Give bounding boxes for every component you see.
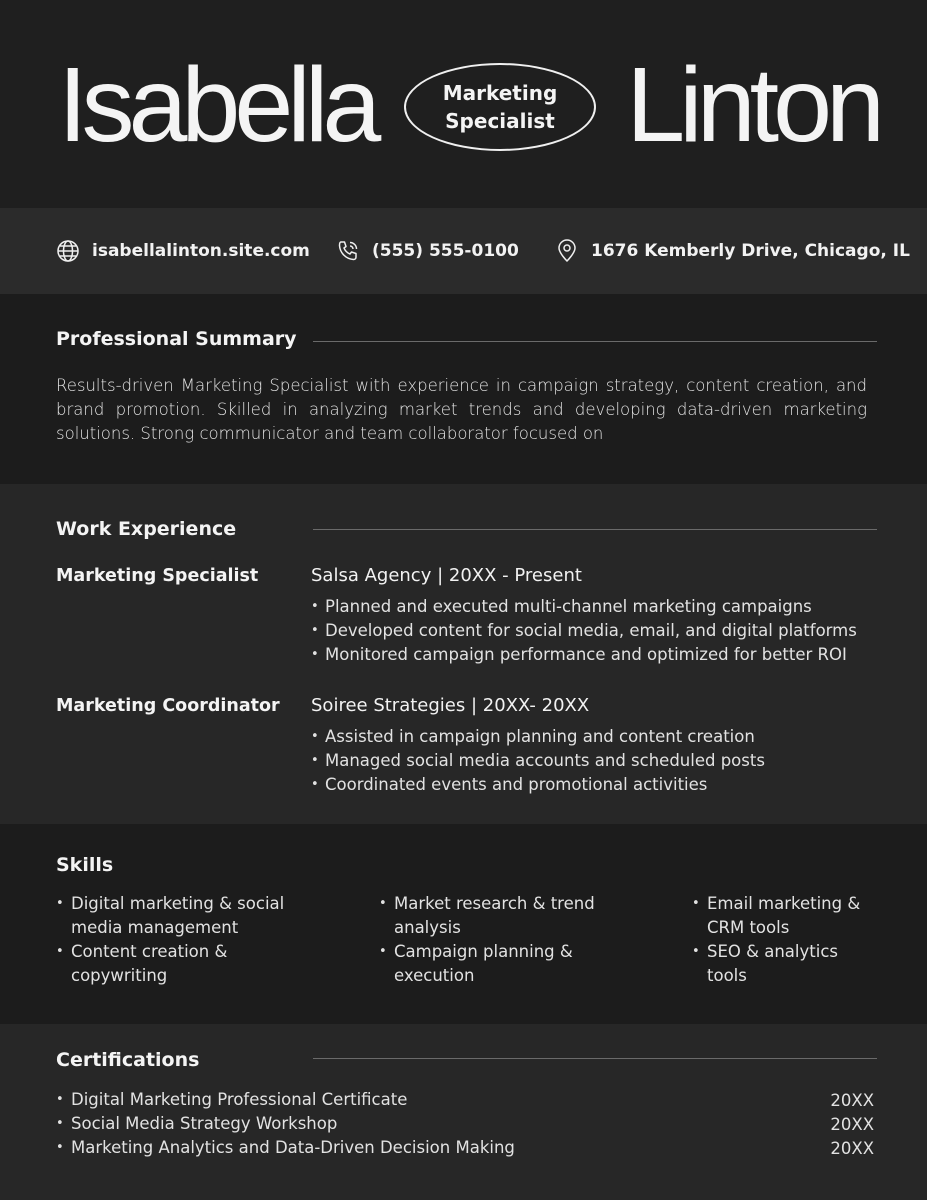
certification-year: 20XX: [830, 1091, 874, 1110]
list-item: • Developed content for social media, email, and digital platforms: [311, 619, 857, 643]
section-title-work: Work Experience: [56, 518, 237, 540]
job-company: Salsa Agency | 20XX - Present: [311, 565, 582, 586]
list-item: • Assisted in campaign planning and content creation: [311, 725, 765, 749]
location-pin-icon: [555, 239, 579, 263]
skills-column: [379, 892, 599, 988]
job-bullets: [311, 725, 765, 797]
job-role: Marketing Coordinator: [56, 696, 280, 716]
certification-item: [56, 1088, 876, 1112]
skill-item: • Content creation & copywriting: [56, 940, 291, 988]
phone-text: (555) 555-0100: [372, 241, 519, 261]
contact-phone[interactable]: [336, 208, 519, 294]
summary-text: Results-driven Marketing Specialist with experience in campaign strategy, content creation, and brand promotion. Skilled in analyzing market trends and developing data-driven marketing solutions. Strong communicator and team collaborator focused on: [56, 376, 867, 443]
skills-column: [692, 892, 877, 988]
job-title-badge: [404, 63, 596, 151]
section-title-certifications: Certifications: [56, 1049, 200, 1071]
certification-name: Social Media Strategy Workshop: [71, 1114, 338, 1133]
certification-item: [56, 1136, 876, 1160]
first-name: Isabella: [58, 46, 376, 164]
certification-name: Digital Marketing Professional Certificate: [71, 1090, 408, 1109]
last-name: Linton: [626, 46, 879, 164]
contact-address: [555, 208, 910, 294]
list-item: • Monitored campaign performance and optimized for better ROI: [311, 643, 857, 667]
work-experience-section: [0, 484, 927, 824]
skills-column: [56, 892, 291, 988]
skill-item: • Campaign planning & execution: [379, 940, 599, 988]
skill-item: • Digital marketing & social media management: [56, 892, 291, 940]
section-title-summary: Professional Summary: [56, 328, 297, 350]
address-text: 1676 Kemberly Drive, Chicago, IL: [591, 241, 910, 261]
list-item: • Coordinated events and promotional activities: [311, 773, 765, 797]
phone-icon: [336, 239, 360, 263]
certification-year: 20XX: [830, 1115, 874, 1134]
certification-year: 20XX: [830, 1139, 874, 1158]
list-item: • Planned and executed multi-channel marketing campaigns: [311, 595, 857, 619]
job-title-line2: Specialist: [445, 109, 555, 133]
job-company: Soiree Strategies | 20XX- 20XX: [311, 695, 590, 716]
skills-section: [0, 824, 927, 1024]
contact-bar: [0, 208, 927, 294]
certifications-list: [56, 1088, 876, 1160]
section-divider: [313, 529, 877, 530]
certification-item: [56, 1112, 876, 1136]
summary-section: [0, 294, 927, 484]
job-bullets: [311, 595, 857, 667]
section-divider: [313, 1058, 877, 1059]
resume-header: [0, 0, 927, 208]
contact-website[interactable]: [56, 208, 310, 294]
certification-name: Marketing Analytics and Data-Driven Decision Making: [71, 1138, 515, 1157]
job-title-line1: Marketing: [442, 81, 558, 105]
website-text: isabellalinton.site.com: [92, 241, 310, 261]
list-item: • Managed social media accounts and scheduled posts: [311, 749, 765, 773]
certifications-section: [0, 1024, 927, 1200]
skill-item: • SEO & analytics tools: [692, 940, 877, 988]
globe-icon: [56, 239, 80, 263]
section-title-skills: Skills: [56, 854, 114, 876]
skill-item: • Email marketing & CRM tools: [692, 892, 877, 940]
job-role: Marketing Specialist: [56, 566, 259, 586]
skill-item: • Market research & trend analysis: [379, 892, 599, 940]
section-divider: [313, 341, 877, 342]
